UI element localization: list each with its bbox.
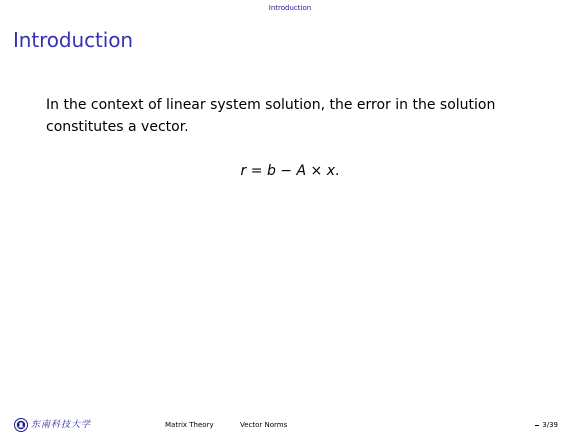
section-header[interactable]: Introduction xyxy=(268,4,312,12)
university-seal-icon xyxy=(14,418,28,432)
body-paragraph: In the context of linear system solution, the error in the solution constitutes a vector. xyxy=(46,97,496,135)
equation-A: A xyxy=(296,163,307,179)
equation-period: . xyxy=(335,163,340,179)
footer-subtitle[interactable]: Vector Norms xyxy=(240,421,288,429)
equation-x: x xyxy=(326,163,335,179)
footer-title[interactable]: Matrix Theory xyxy=(165,421,214,429)
frame-title: Introduction xyxy=(13,28,133,52)
error-equation xyxy=(0,160,580,182)
equation-b: b xyxy=(266,163,276,179)
equation-times: × xyxy=(310,163,323,179)
university-logo-text: 东南科技大学 xyxy=(31,420,92,430)
nav-dash-icon[interactable] xyxy=(535,425,539,426)
equation-equals: = xyxy=(250,163,263,179)
university-logo xyxy=(14,418,91,432)
page-number-label: 3/39 xyxy=(542,421,558,429)
equation-minus: − xyxy=(280,163,293,179)
footer-page-number xyxy=(535,420,558,430)
equation-r: r xyxy=(240,163,247,179)
footer xyxy=(0,416,580,434)
